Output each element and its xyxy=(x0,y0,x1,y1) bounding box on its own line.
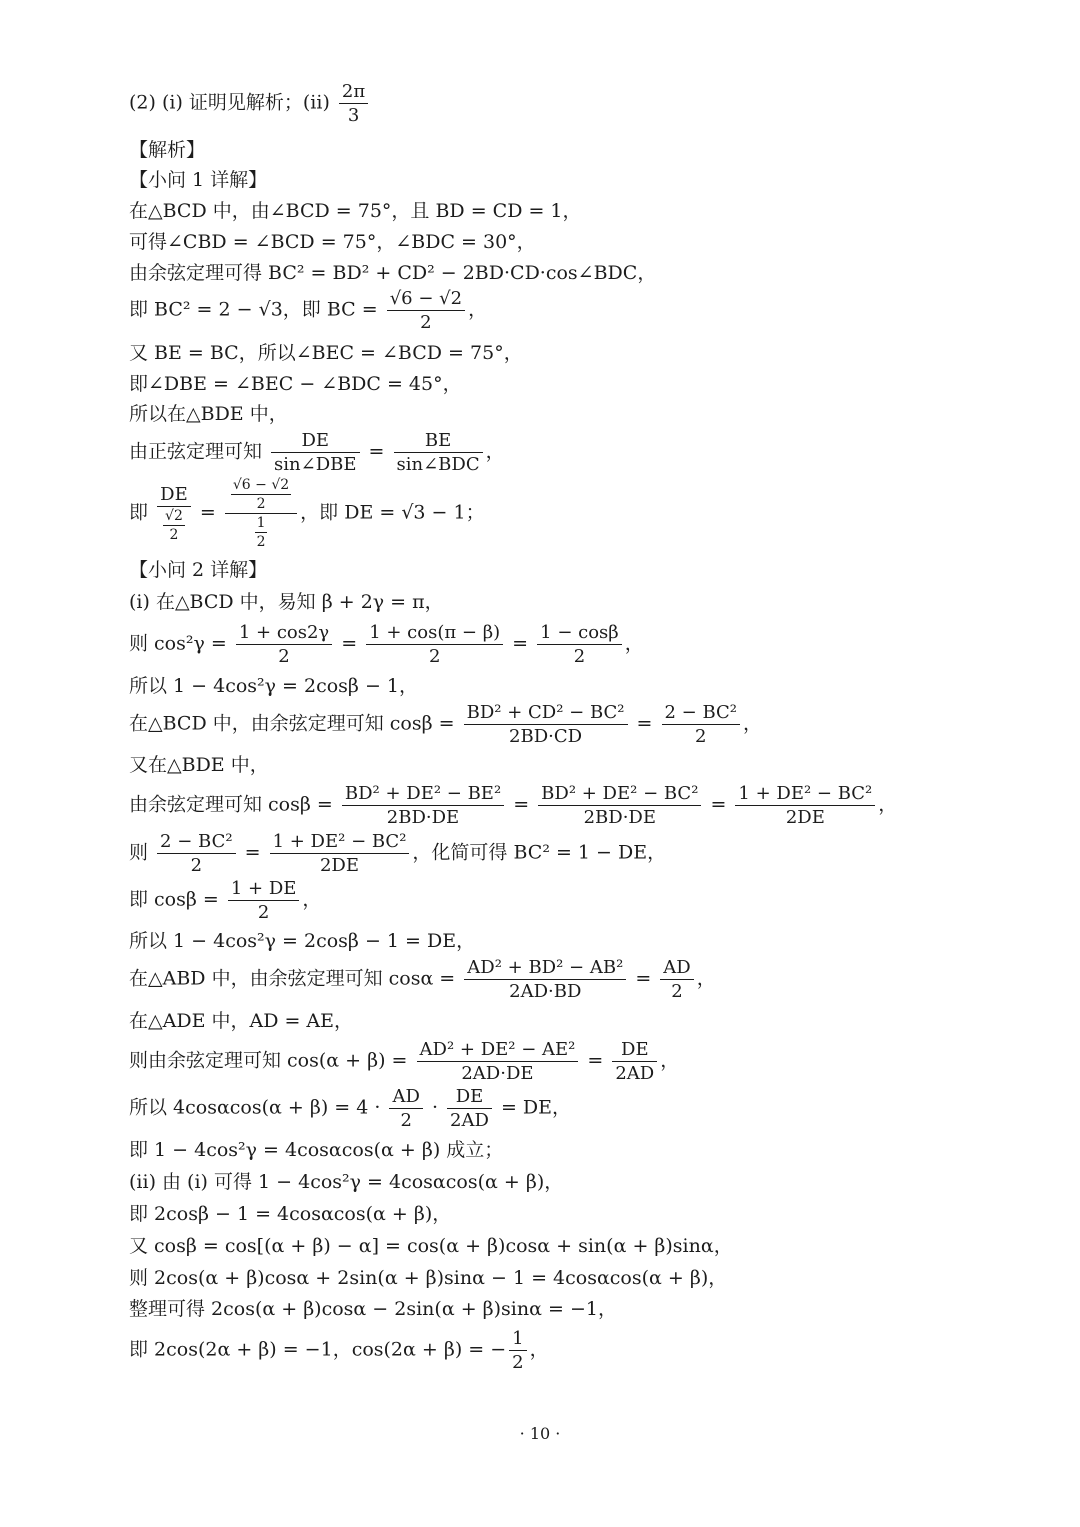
fraction-denominator: 2 xyxy=(428,645,441,667)
fraction xyxy=(464,957,626,1002)
fraction xyxy=(163,508,185,543)
q1-l6 xyxy=(129,373,462,395)
fraction-denominator: 2AD xyxy=(615,1062,655,1084)
q2-l4 xyxy=(129,702,762,747)
text-run: = xyxy=(506,632,535,654)
fraction-denominator xyxy=(157,507,191,543)
q1-l8 xyxy=(129,430,505,475)
fraction-denominator: 2 xyxy=(256,495,266,512)
fraction-denominator: 2 xyxy=(512,1351,524,1373)
text-run: (i) 在△BCD 中，易知 β + 2γ = π， xyxy=(129,591,444,613)
text-run: = xyxy=(507,793,536,815)
fraction-denominator: 2 xyxy=(420,311,432,333)
q2-l16 xyxy=(129,1203,451,1225)
fraction xyxy=(228,878,300,923)
q2-l20 xyxy=(129,1328,549,1373)
fraction-numerator: 1 + cos2γ xyxy=(236,622,332,645)
text-run: ， xyxy=(660,1049,680,1071)
fraction-numerator xyxy=(225,477,297,514)
text-run: 所以 1 − 4cos²γ = 2cosβ − 1， xyxy=(129,675,419,697)
q1-l3 xyxy=(129,262,656,284)
text-run: 【小问 1 详解】 xyxy=(129,169,268,191)
fraction-numerator: AD xyxy=(660,957,693,980)
text-run: 又 BE = BC，所以∠BEC = ∠BCD = 75°， xyxy=(129,342,523,364)
text-run: (2) (i) 证明见解析；(ii) xyxy=(129,91,336,113)
fraction xyxy=(157,484,191,543)
fraction-numerator: √6 − √2 xyxy=(387,288,465,311)
text-run: 在△BCD 中，由余弦定理可知 cosβ = xyxy=(129,712,461,734)
q2-l15 xyxy=(129,1171,563,1193)
fraction xyxy=(157,831,236,876)
fraction-denominator: sin∠DBE xyxy=(274,453,357,475)
q2-l11 xyxy=(129,1010,353,1032)
fraction xyxy=(342,783,504,828)
fraction xyxy=(464,702,628,747)
fraction xyxy=(339,81,368,126)
text-run: ， xyxy=(302,888,322,910)
q2-l9 xyxy=(129,930,475,952)
fraction-numerator: 1 + DE² − BC² xyxy=(270,831,410,854)
text-run: = xyxy=(629,967,658,989)
text-run: 所以在△BDE 中， xyxy=(129,403,288,425)
fraction-numerator: AD² + DE² − AE² xyxy=(417,1039,579,1062)
q1-l1 xyxy=(129,200,582,222)
fraction xyxy=(270,831,410,876)
fraction-denominator: 3 xyxy=(347,104,360,126)
text-run: 即∠DBE = ∠BEC − ∠BDC = 45°， xyxy=(129,373,462,395)
fraction-numerator: 1 + cos(π − β) xyxy=(366,622,503,645)
fraction-denominator: 2DE xyxy=(319,854,360,876)
fraction xyxy=(509,1328,526,1373)
q2-heading xyxy=(129,559,267,581)
fraction xyxy=(537,622,622,667)
text-run: 又 cosβ = cos[(α + β) − α] = cos(α + β)cosα + sin(α + β)sinα， xyxy=(129,1235,733,1257)
q2-l8 xyxy=(129,878,321,923)
text-run: = DE， xyxy=(494,1096,572,1118)
text-run: 由余弦定理可得 BC² = BD² + CD² − 2BD·CD·cos∠BDC， xyxy=(129,262,657,284)
fraction-numerator: 2 − BC² xyxy=(157,831,236,854)
fraction-numerator: 1 − cosβ xyxy=(537,622,622,645)
q2-l18 xyxy=(129,1267,727,1289)
text-run: = xyxy=(581,1049,610,1071)
fraction-denominator: 2 xyxy=(257,901,270,923)
fraction-numerator: AD xyxy=(389,1086,422,1109)
text-run: 【小问 2 详解】 xyxy=(129,559,268,581)
text-run: 即 2cosβ − 1 = 4cosαcos(α + β)， xyxy=(129,1203,452,1225)
fraction xyxy=(612,1039,657,1084)
q1-l9 xyxy=(129,477,485,550)
fraction-numerator: 2 − BC² xyxy=(662,702,741,725)
fraction-denominator: 2 xyxy=(256,533,266,550)
text-run: 由正弦定理可知 xyxy=(129,440,269,462)
q2-l1 xyxy=(129,591,444,613)
fraction-numerator: √6 − √2 xyxy=(232,476,290,493)
q2-l19 xyxy=(129,1298,617,1320)
fraction-numerator: DE xyxy=(271,430,359,453)
q2-l2 xyxy=(129,622,644,667)
fraction xyxy=(538,783,701,828)
fraction xyxy=(225,477,297,550)
fraction xyxy=(735,783,875,828)
text-run: (ii) 由 (i) 可得 1 − 4cos²γ = 4cosαcos(α + β)， xyxy=(129,1171,564,1193)
text-run: 即 BC² = 2 − √3，即 BC = xyxy=(129,298,384,320)
analysis-heading xyxy=(129,139,205,161)
fraction xyxy=(387,288,465,333)
q2-l5 xyxy=(129,754,269,776)
fraction-numerator: BD² + DE² − BC² xyxy=(538,783,701,806)
text-run: = xyxy=(193,501,222,523)
fraction-denominator xyxy=(225,514,297,550)
text-run: 即 1 − 4cos²γ = 4cosαcos(α + β) 成立； xyxy=(129,1139,504,1161)
fraction-denominator: 2AD xyxy=(450,1109,489,1131)
fraction-denominator: 2 xyxy=(190,854,203,876)
fraction-denominator: 2AD·DE xyxy=(461,1062,534,1084)
text-run: ， xyxy=(878,793,898,815)
q1-l5 xyxy=(129,342,523,364)
text-run: 在△BCD 中，由∠BCD = 75°，且 BD = CD = 1， xyxy=(129,200,582,222)
fraction-numerator: 1 xyxy=(256,514,266,531)
q2-l17 xyxy=(129,1235,733,1257)
text-run: 则 cos²γ = xyxy=(129,632,233,654)
text-run: ， xyxy=(468,298,488,320)
q2-l14 xyxy=(129,1139,503,1161)
fraction xyxy=(394,430,483,475)
fraction-denominator: 2 xyxy=(695,725,707,747)
text-run: ， xyxy=(485,440,505,462)
fraction-denominator: 2 xyxy=(400,1109,412,1131)
fraction-denominator: sin∠BDC xyxy=(396,453,480,475)
text-run: = xyxy=(704,793,733,815)
text-run: = xyxy=(238,841,267,863)
fraction-denominator: 2 xyxy=(169,526,179,543)
fraction-denominator: 2DE xyxy=(785,806,825,828)
text-run: 又在△BDE 中， xyxy=(129,754,269,776)
q1-heading xyxy=(129,169,267,191)
q2-l3 xyxy=(129,675,418,697)
fraction-numerator: 2π xyxy=(339,81,368,104)
fraction xyxy=(417,1039,579,1084)
fraction-numerator: AD² + BD² − AB² xyxy=(464,957,626,980)
fraction-numerator: BE xyxy=(394,430,483,453)
q1-l2 xyxy=(129,231,536,253)
fraction-numerator: 1 + DE xyxy=(228,878,300,901)
text-run: = xyxy=(630,712,659,734)
fraction-denominator: 2 xyxy=(573,645,586,667)
text-run: 即 2cos(2α + β) = −1，cos(2α + β) = − xyxy=(129,1338,507,1360)
fraction-denominator: 2 xyxy=(278,645,290,667)
text-run: ，即 DE = √3 − 1； xyxy=(300,501,485,523)
fraction-numerator: BD² + CD² − BC² xyxy=(464,702,628,725)
fraction-numerator: DE xyxy=(157,484,191,507)
fraction xyxy=(662,702,741,747)
text-run: 在△ABD 中，由余弦定理可知 cosα = xyxy=(129,967,462,989)
fraction-denominator: 2AD·BD xyxy=(509,980,582,1002)
q1-l4 xyxy=(129,288,487,333)
text-run: 则由余弦定理可知 cos(α + β) = xyxy=(129,1049,414,1071)
fraction-numerator: DE xyxy=(612,1039,657,1062)
q2-l10 xyxy=(129,957,716,1002)
text-run: 在△ADE 中，AD = AE， xyxy=(129,1010,354,1032)
fraction-denominator: 2BD·DE xyxy=(583,806,656,828)
text-run: 可得∠CBD = ∠BCD = 75°，∠BDC = 30°， xyxy=(129,231,536,253)
q2-l12 xyxy=(129,1039,679,1084)
text-run: 所以 4cosαcos(α + β) = 4 · xyxy=(129,1096,387,1118)
fraction xyxy=(660,957,693,1002)
text-run: 则 xyxy=(129,841,155,863)
text-run: 所以 1 − 4cos²γ = 2cosβ − 1 = DE， xyxy=(129,930,476,952)
fraction xyxy=(271,430,359,475)
q2-l13 xyxy=(129,1086,571,1131)
text-run: ， xyxy=(624,632,644,654)
text-run: 整理可得 2cos(α + β)cosα − 2sin(α + β)sinα = −1， xyxy=(129,1298,617,1320)
fraction-numerator: DE xyxy=(447,1086,492,1109)
fraction xyxy=(236,622,332,667)
fraction-numerator: 1 xyxy=(509,1328,526,1351)
fraction xyxy=(389,1086,422,1131)
text-run: 即 xyxy=(129,501,155,523)
fraction xyxy=(255,515,268,550)
fraction-numerator: √2 xyxy=(165,507,183,524)
text-run: = xyxy=(362,440,391,462)
answer-part2 xyxy=(129,81,371,126)
text-run: = xyxy=(335,632,364,654)
fraction xyxy=(231,477,291,512)
text-run: 即 cosβ = xyxy=(129,888,225,910)
text-run: ， xyxy=(696,967,716,989)
text-run: ，化简可得 BC² = 1 − DE， xyxy=(412,841,667,863)
text-run: 由余弦定理可知 cosβ = xyxy=(129,793,339,815)
fraction-numerator: BD² + DE² − BE² xyxy=(342,783,504,806)
text-run: ， xyxy=(529,1338,549,1360)
fraction xyxy=(447,1086,492,1131)
text-run: ， xyxy=(743,712,763,734)
fraction-numerator: 1 + DE² − BC² xyxy=(735,783,875,806)
q2-l6 xyxy=(129,783,897,828)
q2-l7 xyxy=(129,831,666,876)
fraction-denominator: 2BD·CD xyxy=(509,725,583,747)
fraction xyxy=(366,622,503,667)
page-number: · 10 · xyxy=(519,1424,561,1443)
fraction-denominator: 2BD·DE xyxy=(386,806,460,828)
fraction-denominator: 2 xyxy=(671,980,683,1002)
q1-l7 xyxy=(129,403,288,425)
text-run: · xyxy=(425,1096,445,1118)
text-run: 则 2cos(α + β)cosα + 2sin(α + β)sinα − 1 = 4cosαcos(α + β)， xyxy=(129,1267,728,1289)
text-run: 【解析】 xyxy=(129,139,206,161)
